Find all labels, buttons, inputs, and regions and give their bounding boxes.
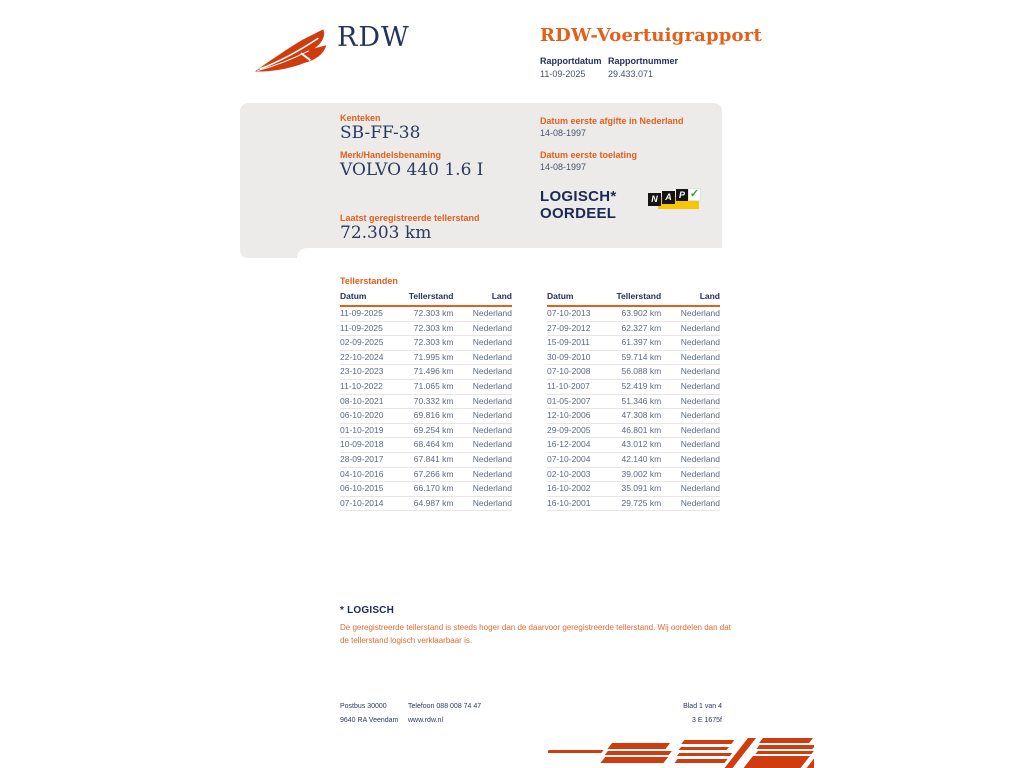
tellerstand-cell: 56.088 km	[621, 366, 662, 377]
tellerstand-cell: 72.303 km	[413, 322, 454, 333]
tellerstanden-table-right	[547, 291, 720, 511]
datum-cell: 06-10-2015	[340, 483, 384, 494]
datum-cell: 29-09-2005	[547, 424, 591, 435]
land-cell: Nederland	[472, 308, 512, 318]
tellerstand-cell: 71.995 km	[413, 351, 454, 362]
land-cell: Nederland	[680, 351, 720, 362]
datum-cell: 22-10-2024	[340, 351, 384, 362]
table-row	[547, 468, 720, 483]
land-cell: Nederland	[680, 322, 720, 333]
footer-address	[340, 700, 398, 728]
datum-cell: 07-10-2008	[547, 366, 591, 377]
datum-cell: 23-10-2023	[340, 366, 384, 377]
land-cell: Nederland	[472, 468, 512, 479]
table-row	[547, 497, 720, 512]
merk-value: VOLVO 440 1.6 I	[340, 160, 484, 180]
oordeel-text	[540, 188, 617, 222]
datum-cell: 16-12-2004	[547, 439, 591, 450]
table-row	[547, 307, 720, 322]
report-date-label: Rapportdatum	[540, 56, 602, 66]
land-cell: Nederland	[680, 410, 720, 421]
table-row	[340, 336, 512, 351]
footer-phone: Telefoon 088 008 74 47	[408, 703, 482, 710]
toelating-value: 14-08-1997	[540, 162, 587, 172]
report-number-label: Rapportnummer	[608, 56, 679, 66]
tellerstand-cell: 35.091 km	[621, 483, 662, 494]
nap-letter-p: P	[676, 189, 688, 201]
table-row	[340, 409, 512, 424]
header-land: Land	[699, 291, 720, 301]
toelating-label: Datum eerste toelating	[540, 150, 638, 160]
panel-notch	[297, 248, 722, 258]
table-header-row	[547, 291, 720, 307]
table-row	[547, 482, 720, 497]
datum-cell: 07-10-2004	[547, 453, 591, 464]
footer-form-code: 3 E 1675f	[692, 717, 722, 724]
tellerstand-cell: 42.140 km	[621, 453, 662, 464]
land-cell: Nederland	[472, 497, 512, 508]
rdw-wing-decoration-icon	[548, 738, 814, 768]
footnote-title: * LOGISCH	[340, 605, 395, 616]
kenteken-label: Kenteken	[340, 113, 381, 123]
tellerstand-cell: 71.065 km	[413, 380, 454, 391]
land-cell: Nederland	[472, 439, 512, 450]
tellerstand-cell: 59.714 km	[621, 351, 662, 362]
tellerstand-cell: 71.496 km	[413, 366, 454, 377]
tellerstand-cell: 67.841 km	[413, 453, 454, 464]
nap-letter-n: N	[648, 193, 661, 206]
tellerstand-cell: 64.987 km	[413, 497, 454, 508]
table-row	[340, 468, 512, 483]
header-land: Land	[491, 291, 512, 301]
rdw-wing-logo-icon	[253, 27, 333, 73]
land-cell: Nederland	[472, 351, 512, 362]
datum-cell: 07-10-2013	[547, 308, 591, 318]
table-row	[340, 380, 512, 395]
land-cell: Nederland	[472, 322, 512, 333]
tellerstand-cell: 68.464 km	[413, 439, 454, 450]
nap-letter-a: A	[662, 191, 675, 204]
oordeel-line2: OORDEEL	[540, 205, 617, 222]
tellerstand-cell: 47.308 km	[621, 410, 662, 421]
datum-cell: 16-10-2001	[547, 497, 591, 508]
land-cell: Nederland	[472, 395, 512, 406]
table-row	[547, 380, 720, 395]
tellerstanden-section-title: Tellerstanden	[340, 276, 398, 286]
tellerstand-cell: 62.327 km	[621, 322, 662, 333]
page-title: RDW-Voertuigrapport	[540, 25, 762, 46]
report-number-value: 29.433.071	[608, 69, 654, 79]
table-row	[547, 351, 720, 366]
nap-logo-icon	[648, 187, 702, 212]
tellerstand-cell: 52.419 km	[621, 380, 662, 391]
table-row	[547, 395, 720, 410]
datum-cell: 15-09-2011	[547, 337, 590, 348]
land-cell: Nederland	[680, 424, 720, 435]
report-date-value: 11-09-2025	[540, 69, 586, 79]
datum-cell: 16-10-2002	[547, 483, 591, 494]
header-datum: Datum	[340, 291, 367, 301]
land-cell: Nederland	[472, 424, 512, 435]
table-row	[340, 307, 512, 322]
table-row	[340, 497, 512, 512]
table-row	[340, 322, 512, 337]
table-row	[547, 453, 720, 468]
land-cell: Nederland	[472, 337, 512, 348]
tellerstand-cell: 46.801 km	[621, 424, 662, 435]
land-cell: Nederland	[680, 453, 720, 464]
kenteken-value: SB-FF-38	[340, 123, 421, 143]
datum-cell: 01-10-2019	[340, 424, 384, 435]
vehicle-summary-panel	[240, 103, 722, 258]
datum-cell: 11-09-2025	[340, 322, 383, 333]
tellerstand-label: Laatst geregistreerde tellerstand	[340, 213, 480, 223]
datum-cell: 07-10-2014	[340, 497, 384, 508]
footer-page-info	[598, 700, 722, 728]
tellerstand-cell: 69.254 km	[413, 424, 454, 435]
tellerstand-value: 72.303 km	[340, 223, 432, 243]
datum-cell: 02-10-2003	[547, 468, 591, 479]
tellerstand-cell: 39.002 km	[621, 468, 662, 479]
footer-city: 9640 RA Veendam	[340, 717, 399, 724]
datum-cell: 11-10-2022	[340, 380, 383, 391]
land-cell: Nederland	[472, 380, 512, 391]
land-cell: Nederland	[680, 395, 720, 406]
land-cell: Nederland	[680, 483, 720, 494]
land-cell: Nederland	[472, 366, 512, 377]
tellerstand-cell: 29.725 km	[621, 497, 662, 508]
header-tellerstand: Tellerstand	[408, 291, 454, 301]
datum-cell: 27-09-2012	[547, 322, 591, 333]
tellerstand-cell: 69.816 km	[413, 410, 454, 421]
datum-cell: 11-10-2007	[547, 380, 590, 391]
datum-cell: 02-09-2025	[340, 337, 384, 348]
table-row	[547, 438, 720, 453]
table-row	[340, 482, 512, 497]
table-row	[340, 424, 512, 439]
land-cell: Nederland	[680, 439, 720, 450]
datum-cell: 28-09-2017	[340, 453, 384, 464]
footnote-text: De geregistreerde tellerstand is steeds hoger dan de daarvoor geregistreerde tellerstand. Wij oordelen dan dat de tellerstand logisch verklaarbaar is.	[340, 623, 731, 645]
tellerstand-cell: 70.332 km	[413, 395, 454, 406]
afgifte-value: 14-08-1997	[540, 128, 587, 138]
table-row	[340, 453, 512, 468]
table-row	[547, 424, 720, 439]
merk-label: Merk/Handelsbenaming	[340, 150, 442, 160]
land-cell: Nederland	[472, 483, 512, 494]
land-cell: Nederland	[680, 468, 720, 479]
footer-postbus: Postbus 30000	[340, 703, 387, 710]
table-row	[340, 395, 512, 410]
land-cell: Nederland	[680, 497, 720, 508]
tellerstanden-table-left	[340, 291, 512, 511]
datum-cell: 30-09-2010	[547, 351, 591, 362]
tellerstand-cell: 43.012 km	[621, 439, 662, 450]
land-cell: Nederland	[680, 380, 720, 391]
afgifte-label: Datum eerste afgifte in Nederland	[540, 116, 684, 126]
datum-cell: 12-10-2006	[547, 410, 591, 421]
datum-cell: 08-10-2021	[340, 395, 384, 406]
datum-cell: 01-05-2007	[547, 395, 591, 406]
land-cell: Nederland	[680, 337, 720, 348]
table-row	[547, 336, 720, 351]
table-row	[547, 322, 720, 337]
land-cell: Nederland	[680, 366, 720, 377]
nap-checkmark-icon: ✓	[689, 188, 700, 200]
oordeel-line1: LOGISCH*	[540, 188, 617, 205]
footer-page-number: Blad 1 van 4	[683, 703, 722, 710]
brand-wordmark: RDW	[337, 22, 410, 53]
header-datum: Datum	[547, 291, 574, 301]
land-cell: Nederland	[472, 410, 512, 421]
table-row	[340, 438, 512, 453]
table-row	[547, 409, 720, 424]
footer-contact	[408, 700, 481, 728]
table-row	[340, 365, 512, 380]
tellerstand-cell: 67.266 km	[413, 468, 454, 479]
datum-cell: 04-10-2016	[340, 468, 384, 479]
table-header-row	[340, 291, 512, 307]
footer-website: www.rdw.nl	[408, 717, 444, 724]
tellerstand-cell: 63.902 km	[621, 308, 662, 318]
tellerstand-cell: 66.170 km	[413, 483, 454, 494]
datum-cell: 11-09-2025	[340, 308, 383, 318]
land-cell: Nederland	[680, 308, 720, 318]
table-row	[340, 351, 512, 366]
tellerstand-cell: 51.346 km	[621, 395, 662, 406]
table-row	[547, 365, 720, 380]
datum-cell: 10-09-2018	[340, 439, 384, 450]
land-cell: Nederland	[472, 453, 512, 464]
header-tellerstand: Tellerstand	[616, 291, 662, 301]
tellerstand-cell: 72.303 km	[413, 308, 454, 318]
datum-cell: 06-10-2020	[340, 410, 384, 421]
tellerstand-cell: 72.303 km	[413, 337, 454, 348]
tellerstand-cell: 61.397 km	[621, 337, 662, 348]
